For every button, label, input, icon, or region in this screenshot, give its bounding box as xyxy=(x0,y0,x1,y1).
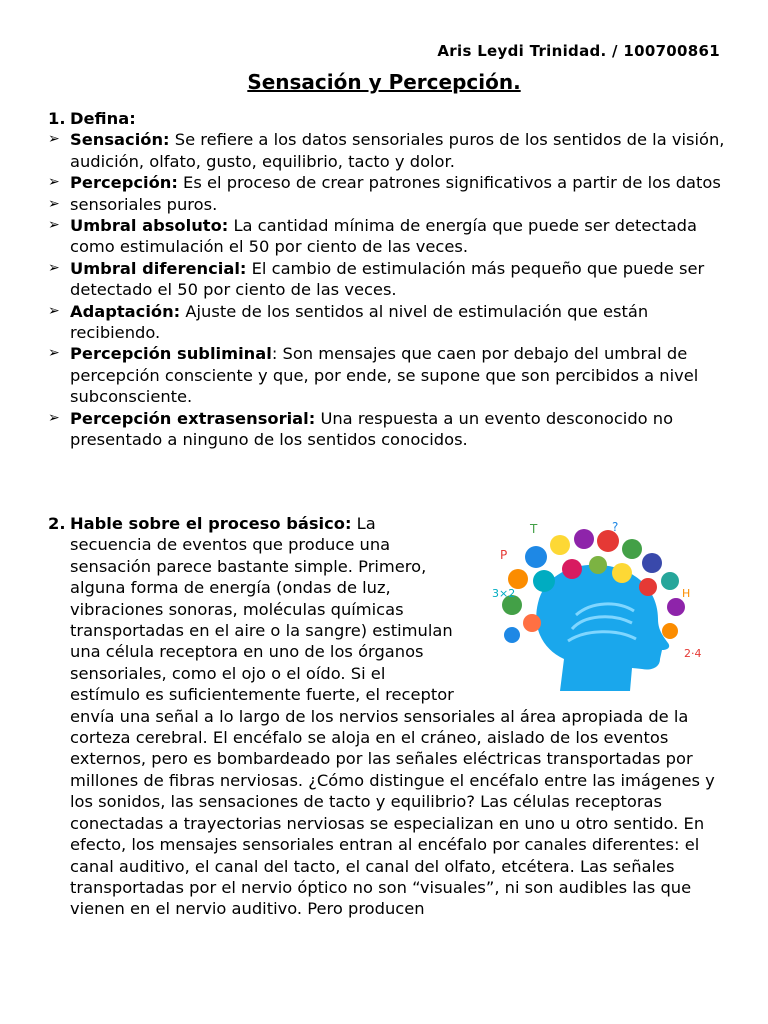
definition-term: Percepción: xyxy=(70,173,178,193)
definition-term: Percepción extrasensorial: xyxy=(70,408,316,428)
arrow-bullet-icon: ➢ xyxy=(48,302,60,319)
definition-term: Umbral absoluto: xyxy=(70,216,229,236)
definition-term: Sensación: xyxy=(70,130,170,150)
definition-term: Umbral diferencial: xyxy=(70,258,247,278)
svg-text:3×2: 3×2 xyxy=(492,587,516,600)
list-item xyxy=(48,215,728,258)
definition-term: Percepción subliminal xyxy=(70,344,272,364)
arrow-bullet-icon: ➢ xyxy=(48,409,60,426)
definition-text: Ajuste de los sentidos al nivel de estimulación que están recibiendo. xyxy=(70,301,649,343)
definition-text: sensoriales puros. xyxy=(70,194,218,214)
svg-text:P: P xyxy=(500,548,508,562)
svg-text:2·4: 2·4 xyxy=(684,647,702,660)
definition-list xyxy=(48,129,728,450)
list-item xyxy=(48,258,728,301)
list-item xyxy=(48,408,728,451)
section-heading: Defina: xyxy=(70,109,136,128)
list-item xyxy=(48,343,728,407)
svg-text:T: T xyxy=(530,522,538,536)
definition-text: La cantidad mínima de energía que puede ser detectada como estimulación el 50 por ciento de las veces. xyxy=(70,216,697,257)
page-title: Sensación y Percepción. xyxy=(247,70,521,94)
brain-illustration xyxy=(472,519,734,691)
arrow-bullet-icon: ➢ xyxy=(48,259,60,276)
section-basic-process xyxy=(48,513,738,920)
arrow-bullet-icon: ➢ xyxy=(48,217,60,234)
definition-text: El cambio de estimulación más pequeño que puede ser detectado el 50 por ciento de las veces. xyxy=(70,258,705,300)
list-item xyxy=(48,301,728,344)
section-body: La secuencia de eventos que produce una sensación parece bastante simple. Primero, alguna forma de energía (ondas de luz, vibraciones sonoras, moléculas químicas transportadas en el aire o la sangre) estimulan una célula receptora en uno de los órganos sensoriales, como el ojo o el oído. Si el estímulo es suficientemente fuerte, el receptor envía una señal a lo largo de los nervios sensoriales al área apropiada de la corteza cerebral. El encéfalo se aloja en el cráneo, aislado de los eventos externos, pero es bombardeado por las señales eléctricas transportadas por millones de fibras nerviosas. ¿Cómo distingue el encéfalo entre las imágenes y los sonidos, las sensaciones de tacto y equilibrio? Las células receptoras conectadas a trayectorias nerviosas se especializan en uno u otro sentido. En efecto, los mensajes sensoriales entran al encéfalo por canales diferentes: el canal auditivo, el canal del tacto, el canal del olfato, etcétera. Las señales transportadas por el nervio óptico no son “visuales”, ni son audibles las que vienen en el nervio auditivo. Pero producen xyxy=(70,514,715,919)
arrow-bullet-icon: ➢ xyxy=(48,174,60,191)
author-line: Aris Leydi Trinidad. / 100700861 xyxy=(437,42,720,60)
arrow-bullet-icon: ➢ xyxy=(48,131,60,148)
section-number: 1. xyxy=(48,109,66,128)
definition-text: : Son mensajes que caen por debajo del umbral de percepción consciente y que, por ende, se supone que son percibidos a nivel subconsciente. xyxy=(70,344,699,407)
definition-text: Es el proceso de crear patrones significativos a partir de los datos xyxy=(177,173,721,193)
list-item xyxy=(48,129,728,172)
section-paragraph xyxy=(70,513,738,920)
svg-text:?: ? xyxy=(612,520,619,534)
arrow-bullet-icon: ➢ xyxy=(48,195,60,212)
section-number: 2. xyxy=(48,514,66,533)
arrow-bullet-icon: ➢ xyxy=(48,345,60,362)
list-item xyxy=(48,194,728,215)
definition-text: Se refiere a los datos sensoriales puros de los sentidos de la visión, audición, olfato, gusto, equilibrio, tacto y dolor. xyxy=(70,130,725,171)
brain-head-icon xyxy=(472,519,734,691)
svg-text:H: H xyxy=(682,587,691,600)
list-item xyxy=(48,172,728,193)
definition-text: Una respuesta a un evento desconocido no presentado a ninguno de los sentidos conocidos. xyxy=(70,408,674,450)
definition-term: Adaptación: xyxy=(70,301,181,321)
section-heading: Hable sobre el proceso básico: xyxy=(70,514,352,533)
section-definitions xyxy=(48,108,728,451)
